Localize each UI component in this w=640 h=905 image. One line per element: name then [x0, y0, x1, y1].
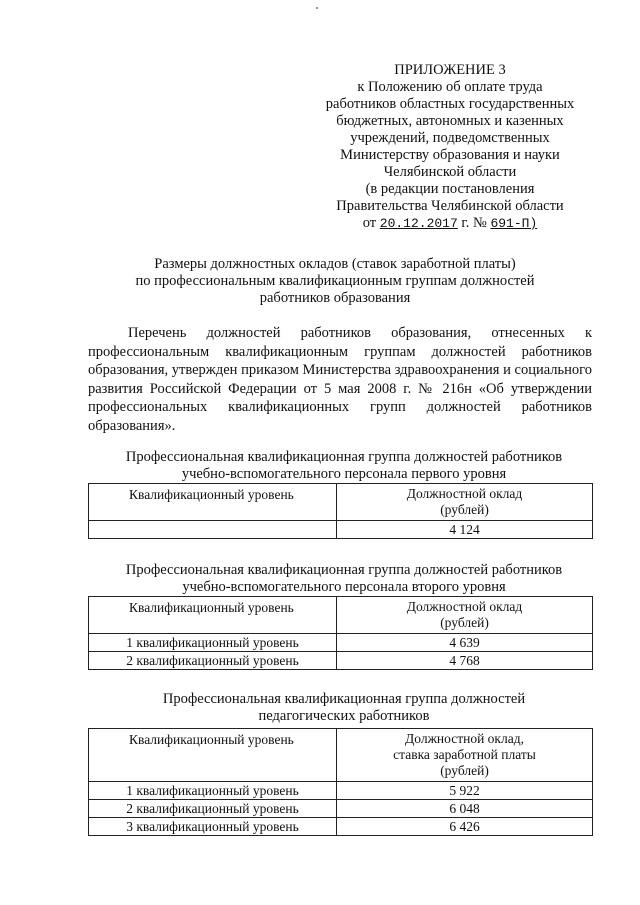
scan-dot: [316, 7, 318, 9]
appendix-date-line: [300, 215, 600, 232]
intro-paragraph: Перечень должностей работников образования, отнесенных к профессиональным квалификационным группам должностей работников образования, утвержден приказом Министерства здравоохранения и социального развития Российской Федерации от 5 мая 2008 г. № 216н «Об утверждении профессиональных квалификационных групп должностей работников образования».: [88, 325, 592, 434]
salary-cell: 4 124: [337, 521, 593, 539]
number-prefix: г. №: [461, 215, 487, 231]
level-cell: 1 квалификационный уровень: [89, 782, 337, 800]
table-row: [89, 521, 593, 539]
header-salary-line: Должностной оклад: [406, 486, 523, 501]
group-title-line: педагогических работников: [258, 708, 430, 724]
salary-cell: 4 768: [337, 652, 593, 670]
group-2-table: [88, 596, 593, 670]
title-line: работников образования: [259, 290, 411, 306]
table-row: [89, 818, 593, 836]
group-1-table: [88, 483, 593, 539]
appendix-line: Челябинской области: [383, 164, 517, 180]
group-2-title: [88, 562, 600, 596]
salary-cell: 6 048: [337, 800, 593, 818]
header-level: Квалификационный уровень: [89, 484, 337, 521]
header-salary-line: (рублей): [440, 502, 489, 517]
decree-number: 691-П): [490, 216, 538, 231]
appendix-title: ПРИЛОЖЕНИЕ 3: [394, 62, 506, 78]
group-1-title: [88, 449, 600, 483]
table-header-row: [89, 484, 593, 521]
level-cell: [89, 521, 337, 539]
group-title-line: Профессиональная квалификационная группа должностей работников: [125, 449, 563, 465]
header-salary: [337, 597, 593, 634]
group-title-line: Профессиональная квалификационная группа должностей: [162, 691, 526, 707]
appendix-line: Министерству образования и науки: [340, 147, 560, 163]
title-line: по профессиональным квалификационным группам должностей: [135, 273, 535, 289]
table-header-row: [89, 597, 593, 634]
header-salary-line: (рублей): [440, 615, 489, 630]
group-title-line: учебно-вспомогательного персонала второго уровня: [182, 579, 506, 595]
table-row: [89, 652, 593, 670]
appendix-line: к Положению об оплате труда: [357, 79, 543, 95]
table-header-row: [89, 729, 593, 782]
group-title-line: Профессиональная квалификационная группа должностей работников: [125, 562, 563, 578]
salary-cell: 5 922: [337, 782, 593, 800]
group-3-title: [88, 691, 600, 725]
header-level: Квалификационный уровень: [89, 597, 337, 634]
header-salary-line: Должностной оклад,: [405, 731, 524, 746]
decree-date: 20.12.2017: [379, 216, 458, 231]
appendix-line: (в редакции постановления: [365, 181, 535, 197]
group-3-table: [88, 728, 593, 836]
table-row: [89, 800, 593, 818]
table-row: [89, 634, 593, 652]
level-cell: 2 квалификационный уровень: [89, 800, 337, 818]
salary-cell: 4 639: [337, 634, 593, 652]
level-cell: 1 квалификационный уровень: [89, 634, 337, 652]
header-level: Квалификационный уровень: [89, 729, 337, 782]
appendix-header: [300, 62, 600, 232]
header-salary: [337, 484, 593, 521]
date-prefix: от: [362, 215, 377, 231]
salary-cell: 6 426: [337, 818, 593, 836]
level-cell: 2 квалификационный уровень: [89, 652, 337, 670]
header-salary-line: (рублей): [440, 763, 489, 778]
appendix-line: Правительства Челябинской области: [336, 198, 564, 214]
header-salary-line: ставка заработной платы: [393, 747, 536, 762]
header-salary-line: Должностной оклад: [406, 599, 523, 614]
group-title-line: учебно-вспомогательного персонала первого уровня: [181, 466, 507, 482]
level-cell: 3 квалификационный уровень: [89, 818, 337, 836]
appendix-line: бюджетных, автономных и казенных: [336, 113, 564, 129]
document-title: [95, 256, 575, 307]
appendix-line: учреждений, подведомственных: [350, 130, 550, 146]
header-salary: [337, 729, 593, 782]
appendix-line: работников областных государственных: [325, 96, 575, 112]
title-line: Размеры должностных окладов (ставок заработной платы): [154, 256, 516, 272]
table-row: [89, 782, 593, 800]
